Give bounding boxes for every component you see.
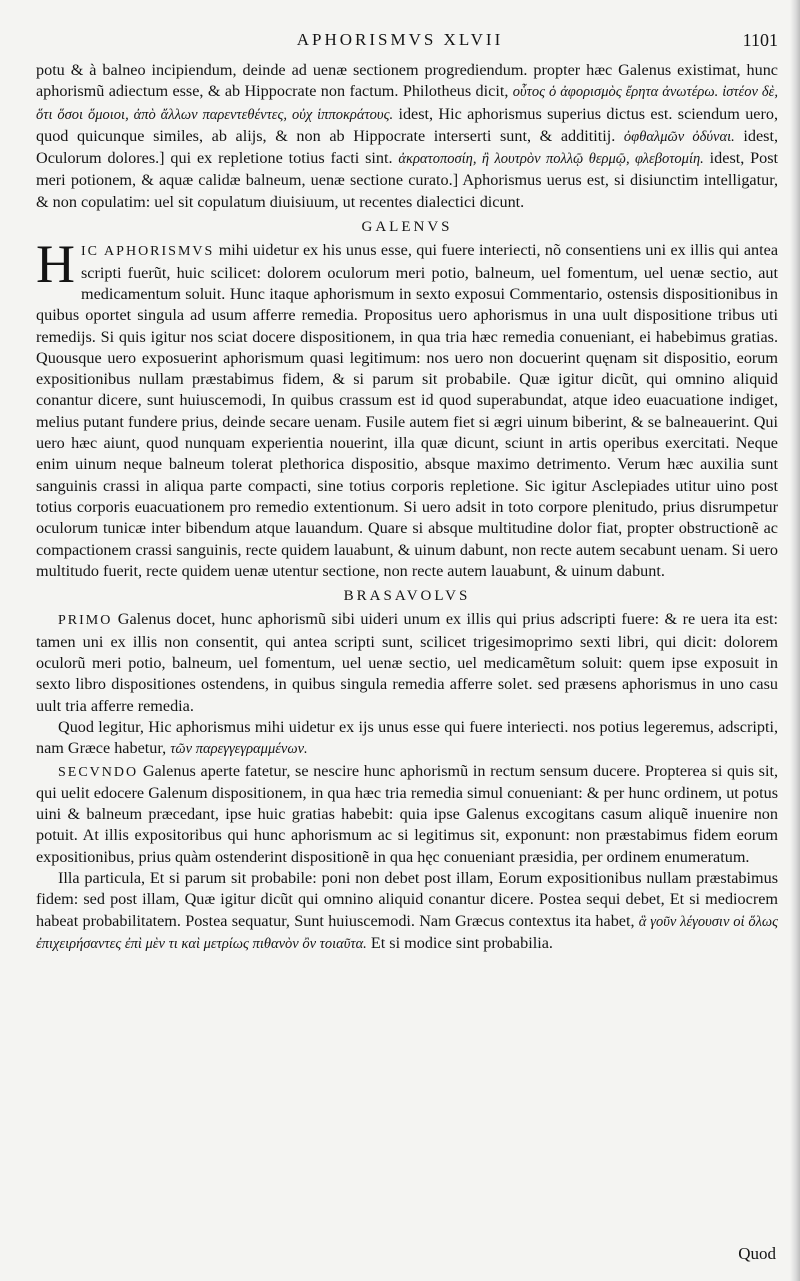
commentary-text: Galenus aperte fatetur, se nescire hunc aphorismũ in rectum sensum ducere. Propterea si quis sit, qui uelit edocere Galenum dispositionem, in qua hæc tria remedia simul conueniant: & per hunc ordinem, ut potus uini & balneum præcedant, ipse huic gratias habebit: quia ipse Galenus excogitans casum aliquẽ inuenire non potuit. At illis expositoribus qui hunc aphorismum ac si legitimus sit, exponunt: non præstabimus fidem eorum expositionibus, prius quàm ostenderint dispositionẽ in qua hęc conueniant præsidia, per ordinem enumeratum. [36, 761, 779, 866]
commentary-text: Illa particula, Et si parum sit probabile: poni non debet post illam, Eorum expositionibus nullam præstabimus fidem: sed post illam, Quæ igitur dicũt qui omnino aliquid conantur dicere. Postea sequi debet, Et si mediocrem habeat probabilitatem. Postea sequatur, Sunt huiuscemodi. Nam Græcus contextus ita habet, [36, 868, 778, 930]
section-heading-galenus: GALENVS [361, 219, 453, 236]
text-segment: idest, Hic aphorismus superius dictus est. sciendum uero, quod quicunque similes, ab alijs, & non ab Hippocrate interserti sunt, & addititij. [36, 104, 779, 145]
paragraph-marker: SECVNDO [58, 764, 139, 780]
greek-quotation: ἀκρατοποσίη, ἢ λουτρὸν πολλῷ θερμῷ, φλεβοτομίη. [398, 151, 704, 168]
greek-quotation: ὀφθαλμῶν ὀδύναι. [623, 128, 735, 145]
greek-quotation: ἃ γοῦν λέγουσιν οἱ ὅλως ἐπιχειρήσαντες ἐπὶ μὲν τι καὶ μετρίως πιθανὸν ὂν τοιαῦτα. [36, 913, 778, 952]
running-head: APHORISMVS XLVII [296, 30, 504, 49]
page-edge-shadow [790, 0, 800, 1281]
drop-cap-initial: H [36, 234, 75, 295]
commentary-text: mihi uidetur ex his unus esse, qui fuere interiecti, nõ consentiens uni ex illis qui antea scripti fuerũt, huic scilicet: dolorem oculorum meri potio, balneum, uel fomentum, uel uenæ sectio, aut medicamentum soluit. Hunc itaque aphorismum in sexto exposui Commentario, ostensis dispositionibus in quibus oportet singula ad usum afferre remedia. Propositus uero aphorismus in una uult dispositione tribus uti remedijs. Si quis igitur nos sciat docere dispositionem, in qua tria hæc remedia conueniant, ei habebimus gratias. Quousque uero exposuerint aphorismum quasi legitimum: nos uero non docuerint quęnam sit dispositio, eorum expositionibus nullam præstabimus fidem, & si parum sit probabile. Quæ igitur dicũt, qui omnino aliquid conantur dicere, sunt huiuscemodi, In quibus crassum est id quod superabundat, atque ideo euacuatione indiget, melius putant fundere prius, deinde secare uenam. Fusile autem fiet si ægri uinum biberint, & se balneauerint. Qui uero hæc aiunt, quod nunquam experientia nouerint, illa quæ dicunt, sciunt in artis operibus exercitati. Neque enim uinum neque balneum tolerat plethorica dispositio, absque maximo detrimento. Verum hæc auxilia sunt sanguinis crassi in aliqua parte compacti, sine totius corporis repletione. Sic igitur Asclepiades utitur uino post totius corporis euacuationem pro remedio extentionum. Si uero adsit in toto corpore plenitudo, prius disrumpetur oculorum tunicæ inter bibendum atque lauandum. Quare si absque multitudine dolor fiat, propter obstructionẽ ac compactionem crassi sanguinis, recte quidem lauabunt, & uinum dabunt, non recte autem secabunt uenam. Si uero multitudo fuerit, recte quidem uenæ utentur sectione, non recte autem lauabunt, & uinum dabunt. [36, 241, 779, 580]
brasavolus-paragraph-3 [36, 761, 778, 868]
commentary-text: Galenus docet, hunc aphorismũ sibi uideri unum ex illis qui prius adscripti fuere: & re uera ita est: tamen uni ex illis non consentit, qui antea scripti sunt, scilicet trigesimoprimo sexti libri, qui dicit: dolorem oculorũ meri potio, balneum, uel fomentum, uel uenæ sectio, uel medicamẽtum soluit: quem ipse exposuit in sexto libro dispositiones ostendens, in quibus singula remedia afferre solet. sed præsens aphorismus in uno casu uult tria afferre remedia. [36, 610, 778, 715]
brasavolus-paragraph-1 [36, 609, 778, 716]
section-heading-brasavolus: BRASAVOLVS [343, 588, 471, 605]
brasavolus-paragraph-2 [36, 717, 778, 761]
greek-quotation: τῶν παρεγγεγραμμένων. [170, 741, 308, 758]
page-number: 1101 [742, 30, 778, 50]
page-header [0, 30, 800, 54]
galenus-commentary [36, 234, 779, 582]
catchword: Quod [738, 1244, 776, 1263]
paragraph-marker: PRIMO [58, 613, 113, 629]
text-segment: potu & à balneo incipiendum, deinde ad uenæ sectionem progrediendum. propter hæc Galenus existimat, hunc aphorismũ adiectum esse, & ab Hippocrate non factum. Philotheus dicit, [36, 61, 778, 101]
commentary-text: Quod legitur, Hic aphorismus mihi uidetur ex ijs unus esse qui fuere interiecti. nos potius legeremus, adscripti, nam Græce habetur, [36, 717, 778, 758]
text-segment: idest, Oculorum dolores.] qui ex repletione totius facti sint. [36, 126, 778, 168]
commentary-text: Et si modice sint probabilia. [370, 933, 553, 952]
greek-quotation: οὗτος ὁ ἀφορισμὸς ἔρητα ἀνωτέρω. ἰστέον δὲ, ὅτι ὅσοι ὅμοιοι, ἀπὸ ἄλλων παρεντεθέντες, οὐχ ἱπποκράτους. [36, 84, 779, 123]
opening-paragraph [36, 60, 778, 213]
text-segment: idest, Post meri potionem, & aquæ calidæ balneum, uenæ sectione curato.] Aphorismus uerus est, si disiunctim intelligatur, & non copulatim: uel sit copulatum diuisiuum, ut recentes dialectici dicunt. [36, 149, 779, 211]
main-text-block [36, 60, 778, 955]
brasavolus-paragraph-4 [36, 868, 778, 955]
lemma-smallcaps: IC APHORISMVS [81, 244, 215, 260]
